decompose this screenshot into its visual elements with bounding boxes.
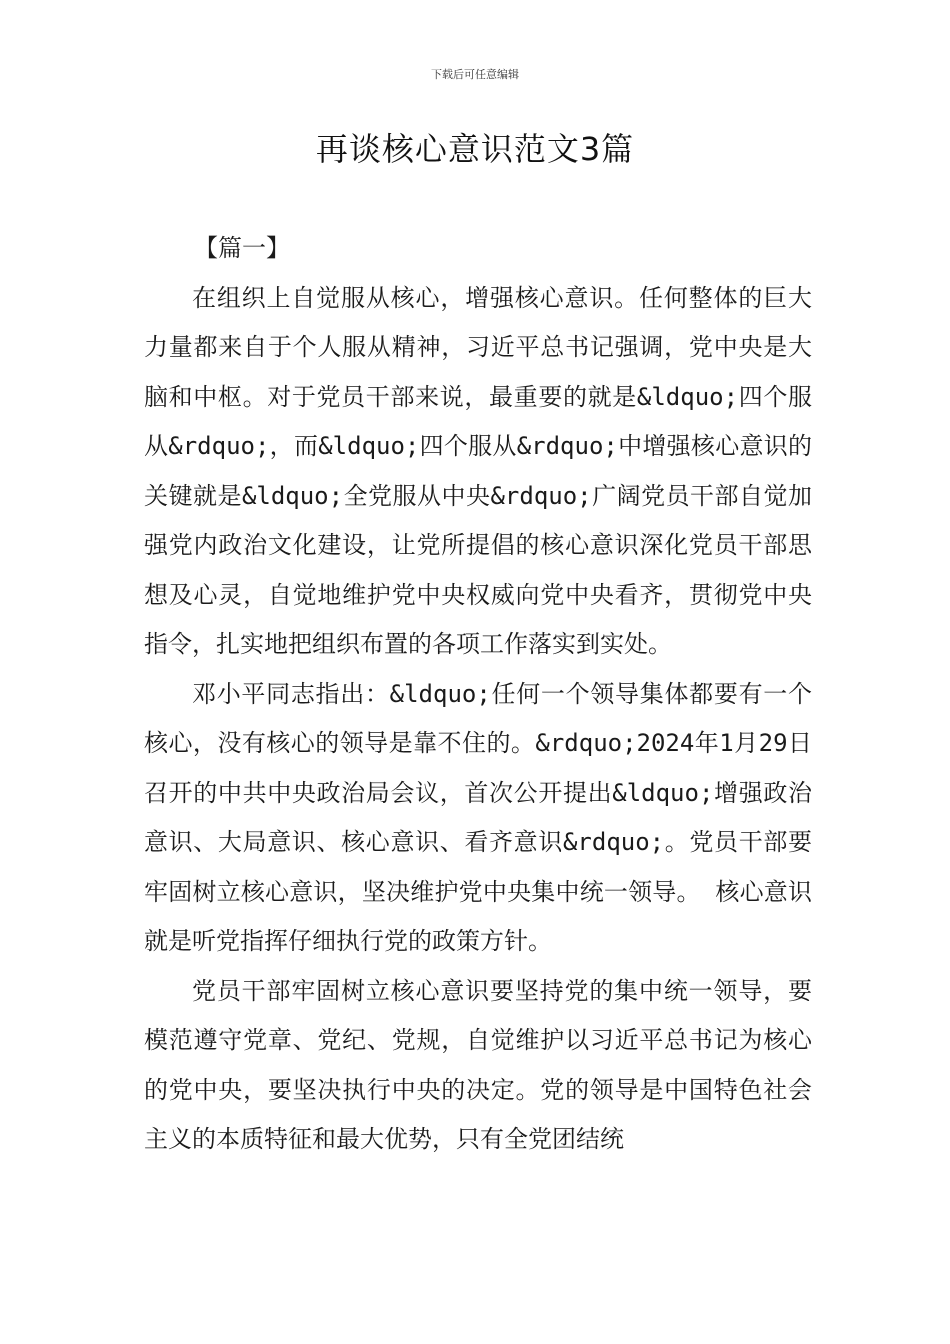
paragraph-1: 在组织上自觉服从核心，增强核心意识。任何整体的巨大力量都来自于个人服从精神，习近平总书记强调，党中央是大脑和中枢。对于党员干部来说，最重要的就是&ldquo;四个服从&rdquo;，而&ldquo;四个服从&rdquo;中增强核心意识的关键就是&ldquo;全党服从中央&rdquo;广阔党员干部自觉加强党内政治文化建设，让党所提倡的核心意识深化党员干部思想及心灵，自觉地维护党中央权威向党中央看齐，贯彻党中央指令，扎实地把组织布置的各项工作落实到实处。 <box>144 283 812 658</box>
paragraph-3: 党员干部牢固树立核心意识要坚持党的集中统一领导，要模范遵守党章、党纪、党规，自觉维护以习近平总书记为核心的党中央，要坚决执行中央的决定。党的领导是中国特色社会主义的本质特征和最大优势，只有全党团结统 <box>144 976 812 1153</box>
document-title: 再谈核心意识范文3篇 <box>315 130 635 168</box>
document-body <box>144 224 812 1165</box>
paragraph-2: 邓小平同志指出：&ldquo;任何一个领导集体都要有一个核心，没有核心的领导是靠不住的。&rdquo;2024年1月29日召开的中共中央政治局会议，首次公开提出&ldquo;增强政治意识、大局意识、核心意识、看齐意识&rdquo;。党员干部要牢固树立核心意识，坚决维护党中央集中统一领导。 核心意识就是听党指挥仔细执行党的政策方针。 <box>144 679 812 955</box>
header-note: 下载后可任意编辑 <box>431 68 519 81</box>
section-heading: 【篇一】 <box>194 234 290 262</box>
